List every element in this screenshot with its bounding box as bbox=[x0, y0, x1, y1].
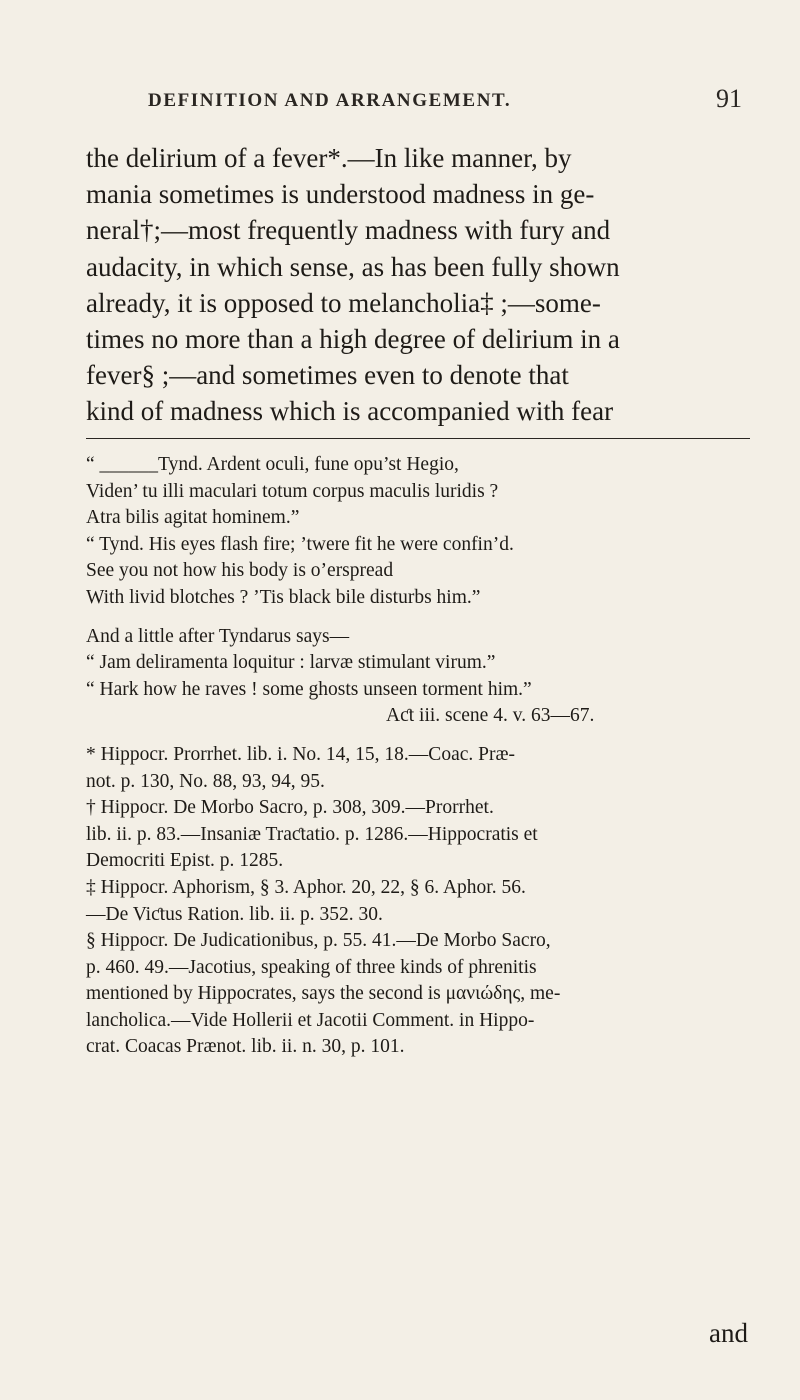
body-text bbox=[86, 140, 752, 430]
quote-citation: Aƈt iii. scene 4. v. 63—67. bbox=[386, 705, 595, 727]
catchword: and bbox=[709, 1318, 748, 1348]
quote-line: “ ______Tynd. Ardent oculi, fune opu’st Hegio, bbox=[86, 454, 459, 475]
footnote-line: crat. Coacas Prænot. lib. ii. n. 30, p. 101. bbox=[86, 1036, 405, 1058]
body-line: already, it is opposed to melancholia‡ ;—some- bbox=[86, 287, 601, 318]
body-line: neral†;—most frequently madness with fury and bbox=[86, 215, 611, 246]
footnote-divider bbox=[86, 438, 750, 439]
quote-line: Viden’ tu illi maculari totum corpus maculis luridis ? bbox=[86, 480, 499, 502]
quote-line: And a little after Tyndarus says— bbox=[86, 625, 350, 647]
body-line: the delirium of a fever*.—In like manner, by bbox=[86, 143, 572, 173]
footnote-line: p. 460. 49.—Jacotius, speaking of three kinds of phrenitis bbox=[86, 956, 537, 978]
body-line: audacity, in which sense, as has been fully shown bbox=[86, 251, 620, 282]
quote-line: With livid blotches ? ’Tis black bile disturbs him.” bbox=[86, 586, 481, 608]
footnote-line: § Hippocr. De Judicationibus, p. 55. 41.—De Morbo Sacro, bbox=[86, 930, 551, 952]
footnote-line: lib. ii. p. 83.—Insaniæ Traƈtatio. p. 1286.—Hippocratis et bbox=[86, 823, 538, 845]
quote-line: “ Hark how he raves ! some ghosts unseen torment him.” bbox=[86, 678, 532, 700]
footnote-line: —De Viƈtus Ration. lib. ii. p. 352. 30. bbox=[86, 903, 383, 925]
footnote-line: lancholica.—Vide Hollerii et Jacotii Comment. in Hippo- bbox=[86, 1009, 535, 1031]
running-head: DEFINITION AND ARRANGEMENT. bbox=[148, 90, 512, 111]
footnote-line: not. p. 130, No. 88, 93, 94, 95. bbox=[86, 770, 325, 792]
footnote-line: † Hippocr. De Morbo Sacro, p. 308, 309.—Prorrhet. bbox=[86, 797, 494, 819]
quote-line: Atra bilis agitat hominem.” bbox=[86, 507, 300, 529]
body-line: mania sometimes is understood madness in ge- bbox=[86, 179, 595, 210]
page-number: 91 bbox=[716, 84, 742, 113]
footnote-line: ‡ Hippocr. Aphorism, § 3. Aphor. 20, 22, § 6. Aphor. 56. bbox=[86, 876, 526, 898]
body-line: kind of madness which is accompanied with fear bbox=[86, 396, 614, 427]
spacer bbox=[86, 730, 750, 742]
footnote-line: * Hippocr. Prorrhet. lib. i. No. 14, 15, 18.—Coac. Præ- bbox=[86, 743, 515, 765]
quote-line: “ Tynd. His eyes flash fire; ’twere fit he were confin’d. bbox=[86, 533, 514, 555]
body-line: fever§ ;—and sometimes even to denote that bbox=[86, 360, 569, 391]
quote-line: “ Jam deliramenta loquitur : larvæ stimulant virum.” bbox=[86, 652, 496, 674]
page-header bbox=[0, 84, 800, 130]
footnote-line: mentioned by Hippocrates, says the second is μανιώδης, me- bbox=[86, 983, 561, 1005]
spacer bbox=[86, 612, 750, 624]
body-line: times no more than a high degree of delirium in a bbox=[86, 324, 620, 355]
footnote-line: Democriti Epist. p. 1285. bbox=[86, 850, 284, 872]
quote-line: See you not how his body is o’erspread bbox=[86, 560, 394, 582]
footnotes bbox=[86, 452, 750, 1061]
